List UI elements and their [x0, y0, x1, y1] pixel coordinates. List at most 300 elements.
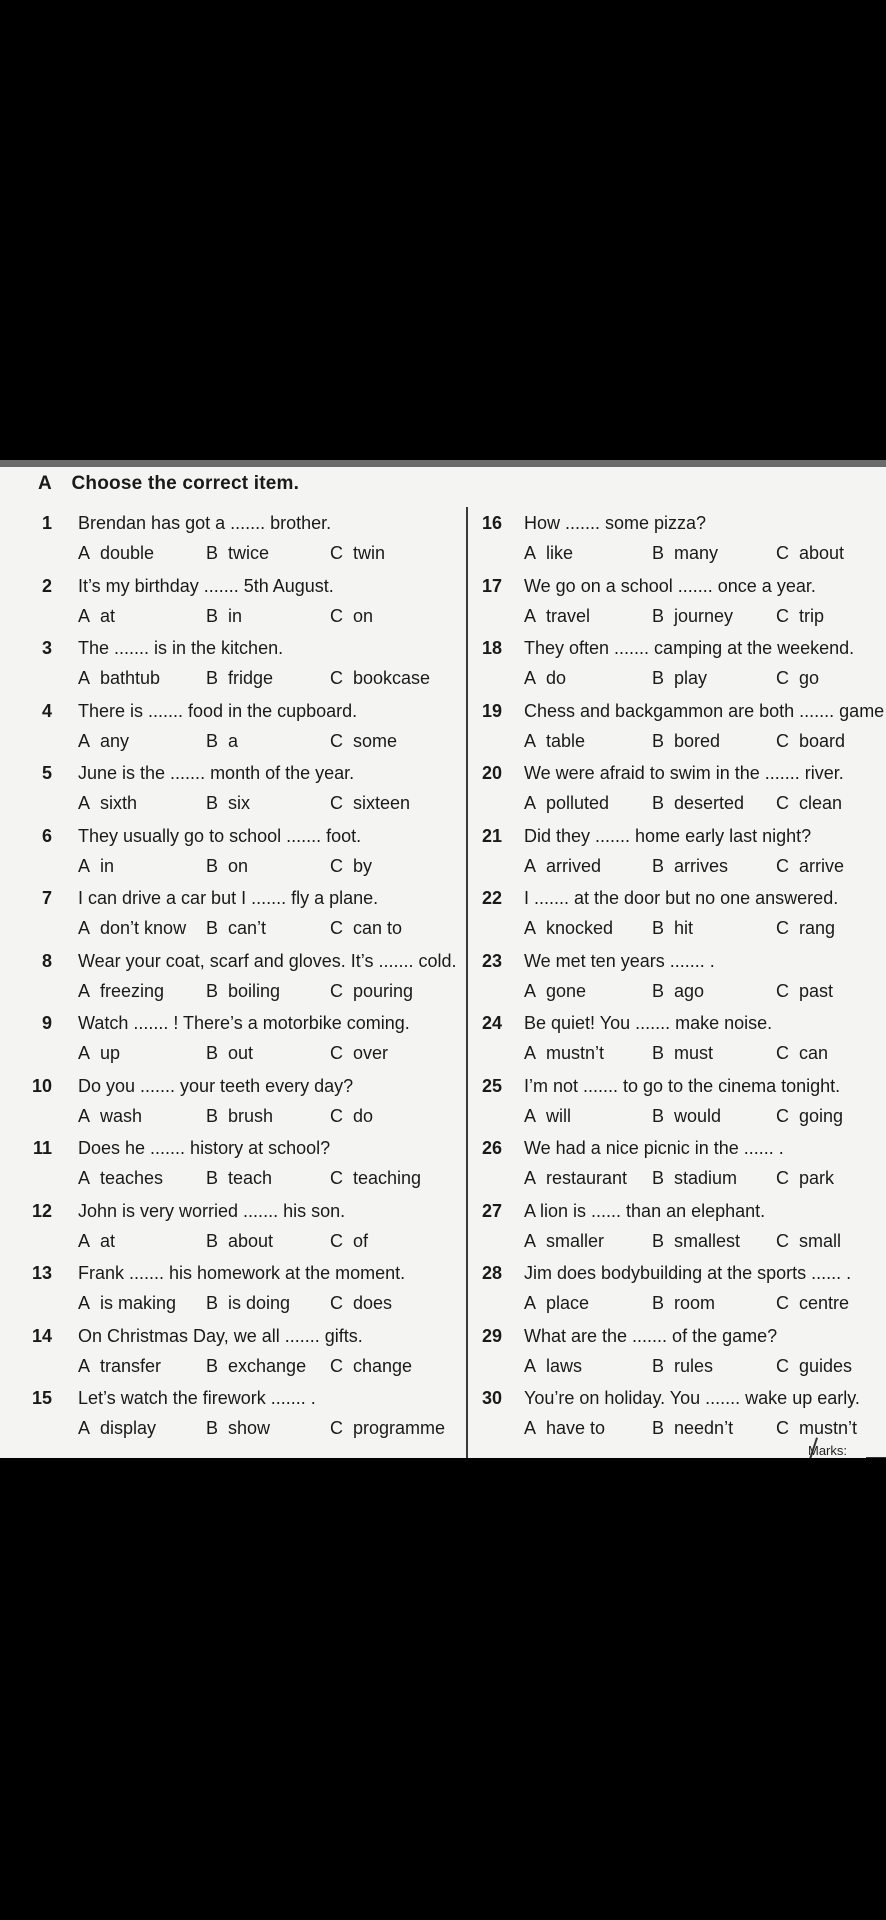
question-number: 12	[31, 1200, 52, 1221]
question-text: We met ten years ....... .	[524, 950, 715, 971]
option-text: bored	[674, 730, 721, 751]
question-item	[0, 759, 466, 822]
question-text: What are the ....... of the game?	[524, 1325, 778, 1346]
option-letter: A	[524, 855, 537, 876]
option-b[interactable]	[206, 1168, 272, 1189]
option-text: some	[353, 730, 398, 751]
question-text: Watch ....... ! There’s a motorbike coming.	[78, 1013, 410, 1033]
option-b[interactable]	[206, 606, 242, 627]
option-letter: B	[652, 1043, 665, 1063]
option-a[interactable]	[78, 668, 160, 689]
question-number: 8	[41, 950, 52, 971]
question-text: I can drive a car but I ....... fly a plane.	[78, 888, 379, 908]
option-text: transfer	[100, 1355, 162, 1376]
option-b[interactable]	[206, 1231, 273, 1252]
question-item	[470, 572, 886, 635]
option-c[interactable]	[776, 543, 844, 564]
option-text: many	[674, 543, 719, 563]
option-text: can to	[353, 918, 403, 938]
option-b[interactable]	[652, 1231, 740, 1252]
option-text: gone	[546, 980, 587, 1001]
question-number: 15	[31, 1388, 52, 1408]
option-text: can’t	[228, 918, 267, 938]
option-b[interactable]	[206, 918, 266, 939]
option-text: mustn’t	[546, 1043, 605, 1063]
question-text: We had a nice picnic in the ...... .	[524, 1138, 784, 1158]
option-text: freezing	[100, 980, 165, 1001]
option-text: twice	[228, 543, 270, 563]
question-text: Did they ....... home early last night?	[524, 825, 812, 846]
option-b[interactable]	[652, 1418, 733, 1439]
option-letter: C	[776, 918, 789, 938]
question-text: Wear your coat, scarf and gloves. It’s ....... cold.	[78, 950, 457, 971]
option-letter: C	[776, 1418, 789, 1438]
option-c[interactable]	[776, 1043, 828, 1064]
option-c[interactable]	[776, 1106, 843, 1127]
option-letter: C	[330, 543, 343, 563]
option-b[interactable]	[206, 793, 250, 814]
option-letter: A	[78, 918, 91, 938]
option-c[interactable]	[330, 1418, 445, 1439]
exercise-heading	[38, 473, 299, 495]
question-item	[0, 697, 466, 760]
option-letter: C	[330, 1355, 343, 1376]
option-b[interactable]	[652, 1293, 715, 1314]
option-b[interactable]	[652, 981, 704, 1002]
option-letter: B	[206, 1230, 219, 1251]
option-letter: A	[78, 980, 91, 1001]
option-c[interactable]	[776, 1293, 849, 1314]
question-item	[0, 947, 466, 1010]
exercise-letter: A	[38, 473, 52, 494]
question-number: 20	[481, 763, 502, 783]
option-letter: B	[206, 1168, 219, 1188]
question-text: John is very worried ....... his son.	[78, 1200, 346, 1221]
question-text: They usually go to school ....... foot.	[78, 825, 362, 846]
question-item	[470, 1009, 886, 1072]
option-a[interactable]	[524, 606, 590, 627]
question-number: 7	[41, 888, 52, 908]
option-a[interactable]	[78, 981, 164, 1002]
option-b[interactable]	[652, 606, 733, 627]
option-text: wash	[100, 1105, 143, 1126]
option-a[interactable]	[78, 1106, 142, 1127]
question-number: 22	[481, 888, 502, 908]
option-b[interactable]	[652, 918, 693, 939]
option-letter: A	[78, 1418, 91, 1438]
option-c[interactable]	[776, 606, 824, 627]
option-text: display	[100, 1418, 157, 1438]
option-b[interactable]	[206, 731, 238, 752]
option-text: hit	[674, 918, 694, 938]
option-text: any	[100, 730, 130, 751]
option-text: sixteen	[353, 793, 411, 813]
question-item	[470, 822, 886, 885]
option-letter: B	[652, 605, 665, 626]
question-item	[470, 634, 886, 697]
option-a[interactable]	[524, 1106, 571, 1127]
question-item	[470, 759, 886, 822]
option-text: board	[799, 730, 846, 751]
option-c[interactable]	[776, 981, 833, 1002]
option-letter: B	[652, 543, 665, 563]
question-number: 14	[31, 1325, 52, 1346]
option-letter: A	[78, 855, 91, 876]
option-text: is doing	[228, 1293, 291, 1313]
option-letter: A	[524, 605, 537, 626]
option-a[interactable]	[524, 1418, 605, 1439]
option-b[interactable]	[206, 543, 269, 564]
option-a[interactable]	[78, 793, 137, 814]
option-letter: B	[206, 855, 219, 876]
option-letter: C	[776, 1230, 789, 1251]
question-text: We go on a school ....... once a year.	[524, 575, 816, 596]
option-letter: C	[330, 855, 343, 876]
option-text: rang	[799, 918, 836, 938]
option-a[interactable]	[78, 856, 114, 877]
option-text: smaller	[546, 1230, 605, 1251]
question-text: You’re on holiday. You ....... wake up early.	[524, 1388, 860, 1408]
option-a[interactable]	[78, 606, 115, 627]
option-a[interactable]	[78, 1418, 156, 1439]
option-c[interactable]	[330, 1356, 412, 1377]
option-text: clean	[799, 793, 843, 813]
option-b[interactable]	[652, 793, 744, 814]
question-item	[0, 509, 466, 572]
option-text: stadium	[674, 1168, 738, 1188]
option-c[interactable]	[330, 793, 410, 814]
option-letter: C	[776, 980, 789, 1001]
question-number: 11	[32, 1138, 52, 1158]
option-a[interactable]	[78, 918, 186, 939]
option-text: up	[100, 1043, 121, 1063]
option-b[interactable]	[206, 1043, 253, 1064]
question-number: 16	[481, 513, 502, 533]
question-number: 23	[481, 950, 502, 971]
option-text: mustn’t	[799, 1418, 858, 1438]
option-b[interactable]	[206, 1356, 306, 1377]
option-text: do	[546, 668, 567, 688]
option-letter: A	[524, 1043, 537, 1063]
question-text: Jim does bodybuilding at the sports ...... .	[524, 1263, 852, 1283]
option-a[interactable]	[78, 1043, 120, 1064]
option-text: arrived	[546, 855, 602, 876]
option-letter: C	[776, 730, 789, 751]
option-text: going	[799, 1105, 844, 1126]
option-letter: A	[524, 1293, 537, 1313]
option-c[interactable]	[330, 1293, 392, 1314]
question-item	[0, 572, 466, 635]
question-text: I’m not ....... to go to the cinema tonight.	[524, 1075, 841, 1096]
option-text: sixth	[100, 793, 138, 813]
option-letter: A	[524, 1105, 537, 1126]
question-text: It’s my birthday ....... 5th August.	[78, 575, 334, 596]
option-text: bathtub	[100, 668, 161, 688]
option-a[interactable]	[78, 731, 129, 752]
option-b[interactable]	[652, 1043, 713, 1064]
question-item	[0, 822, 466, 885]
option-text: park	[799, 1168, 835, 1188]
option-text: deserted	[674, 793, 745, 813]
option-c[interactable]	[330, 731, 397, 752]
question-item	[0, 1384, 466, 1447]
option-text: must	[674, 1043, 714, 1063]
option-a[interactable]	[524, 731, 585, 752]
option-letter: B	[652, 668, 665, 688]
option-text: past	[799, 980, 834, 1001]
option-text: polluted	[546, 793, 610, 813]
option-c[interactable]	[776, 1168, 834, 1189]
option-text: place	[546, 1293, 590, 1313]
option-c[interactable]	[776, 1418, 857, 1439]
option-letter: C	[776, 543, 789, 563]
option-letter: B	[652, 855, 665, 876]
option-b[interactable]	[652, 668, 707, 689]
option-c[interactable]	[330, 1106, 373, 1127]
option-a[interactable]	[524, 793, 609, 814]
option-c[interactable]	[776, 856, 844, 877]
option-a[interactable]	[524, 1043, 604, 1064]
option-c[interactable]	[330, 1231, 368, 1252]
option-text: like	[546, 543, 574, 563]
option-a[interactable]	[524, 1231, 604, 1252]
question-text: There is ....... food in the cupboard.	[78, 700, 358, 721]
question-text: Frank ....... his homework at the moment.	[78, 1263, 406, 1283]
option-text: laws	[546, 1355, 583, 1376]
option-text: go	[799, 668, 820, 688]
question-item	[0, 884, 466, 947]
option-text: do	[353, 1105, 374, 1126]
option-c[interactable]	[776, 731, 845, 752]
option-a[interactable]	[524, 1356, 582, 1377]
option-letter: A	[524, 668, 537, 688]
option-letter: C	[776, 1043, 789, 1063]
option-b[interactable]	[206, 1418, 270, 1439]
option-text: on	[353, 605, 374, 626]
option-b[interactable]	[652, 1106, 721, 1127]
option-letter: B	[652, 1105, 665, 1126]
option-c[interactable]	[330, 606, 373, 627]
option-text: twin	[353, 543, 386, 563]
question-number: 30	[481, 1388, 502, 1408]
option-c[interactable]	[330, 543, 385, 564]
option-b[interactable]	[206, 1106, 273, 1127]
option-text: teaching	[353, 1168, 422, 1188]
option-text: small	[799, 1230, 842, 1251]
option-text: teach	[228, 1168, 273, 1188]
option-text: out	[228, 1043, 254, 1063]
option-text: don’t know	[100, 918, 187, 938]
question-text: On Christmas Day, we all ....... gifts.	[78, 1325, 363, 1346]
option-text: arrive	[799, 855, 845, 876]
option-c[interactable]	[330, 1168, 421, 1189]
option-a[interactable]	[78, 1168, 163, 1189]
question-number: 1	[41, 513, 52, 533]
option-c[interactable]	[330, 918, 402, 939]
option-letter: A	[524, 1418, 537, 1438]
option-a[interactable]	[524, 1293, 589, 1314]
option-letter: C	[776, 1105, 789, 1126]
option-text: room	[674, 1293, 716, 1313]
option-letter: C	[776, 668, 789, 688]
option-c[interactable]	[330, 1043, 388, 1064]
question-number: 28	[481, 1263, 502, 1283]
option-a[interactable]	[524, 543, 573, 564]
question-number: 13	[31, 1263, 52, 1283]
question-item	[470, 1322, 886, 1385]
option-a[interactable]	[524, 668, 566, 689]
option-b[interactable]	[652, 1168, 737, 1189]
option-letter: A	[524, 980, 537, 1001]
option-letter: A	[78, 793, 91, 813]
question-number: 27	[481, 1200, 502, 1221]
question-text: Chess and backgammon are both ....... game	[524, 700, 885, 721]
option-letter: C	[330, 918, 343, 938]
option-a[interactable]	[78, 1356, 161, 1377]
option-text: change	[353, 1355, 413, 1376]
option-text: arrives	[674, 855, 729, 876]
question-item	[0, 1009, 466, 1072]
option-b[interactable]	[206, 1293, 290, 1314]
option-c[interactable]	[776, 918, 835, 939]
question-item	[0, 1072, 466, 1135]
option-c[interactable]	[330, 668, 430, 689]
option-text: would	[674, 1105, 722, 1126]
option-a[interactable]	[78, 1293, 176, 1314]
option-letter: C	[330, 1043, 343, 1063]
option-b[interactable]	[206, 981, 280, 1002]
question-text: They often ....... camping at the weekend.	[524, 638, 855, 658]
option-text: centre	[799, 1293, 850, 1313]
option-letter: A	[78, 543, 91, 563]
option-b[interactable]	[652, 543, 718, 564]
option-letter: C	[776, 605, 789, 626]
option-text: pouring	[353, 980, 414, 1001]
option-c[interactable]	[776, 1356, 852, 1377]
question-item	[470, 884, 886, 947]
option-letter: A	[78, 1105, 91, 1126]
question-text: Does he ....... history at school?	[78, 1138, 331, 1158]
option-letter: B	[206, 793, 219, 813]
option-letter: C	[330, 605, 343, 626]
question-item	[470, 947, 886, 1010]
option-letter: A	[524, 793, 537, 813]
option-letter: B	[652, 1355, 665, 1376]
option-a[interactable]	[524, 981, 586, 1002]
option-letter: B	[206, 980, 219, 1001]
option-letter: A	[78, 1293, 91, 1313]
option-letter: C	[330, 730, 343, 751]
option-text: play	[674, 668, 708, 688]
question-text: Brendan has got a ....... brother.	[78, 513, 332, 533]
option-text: will	[546, 1105, 572, 1126]
option-b[interactable]	[652, 1356, 713, 1377]
option-text: needn’t	[674, 1418, 734, 1438]
question-number: 29	[481, 1325, 502, 1346]
option-c[interactable]	[330, 981, 413, 1002]
option-c[interactable]	[776, 668, 819, 689]
option-text: brush	[228, 1105, 274, 1126]
option-a[interactable]	[524, 918, 613, 939]
option-letter: A	[78, 605, 91, 626]
option-text: teaches	[100, 1168, 164, 1188]
question-text: Do you ....... your teeth every day?	[78, 1075, 354, 1096]
option-letter: C	[330, 793, 343, 813]
option-text: exchange	[228, 1355, 307, 1376]
option-text: trip	[799, 605, 825, 626]
option-b[interactable]	[652, 731, 720, 752]
option-a[interactable]	[78, 543, 154, 564]
option-letter: B	[652, 918, 665, 938]
option-b[interactable]	[206, 856, 248, 877]
question-number: 25	[481, 1075, 502, 1096]
option-text: over	[353, 1043, 389, 1063]
question-text: A lion is ...... than an elephant.	[524, 1200, 766, 1221]
question-item	[0, 1322, 466, 1385]
option-a[interactable]	[524, 856, 601, 877]
question-item	[470, 697, 886, 760]
option-text: show	[228, 1418, 271, 1438]
option-letter: B	[652, 1230, 665, 1251]
option-text: does	[353, 1293, 393, 1313]
question-item	[0, 1134, 466, 1197]
option-text: programme	[353, 1418, 446, 1438]
option-letter: B	[206, 1293, 219, 1313]
option-a[interactable]	[524, 1168, 627, 1189]
question-item	[470, 1072, 886, 1135]
option-c[interactable]	[776, 793, 842, 814]
question-number: 2	[41, 575, 52, 596]
option-letter: C	[776, 793, 789, 813]
marks-blank	[866, 1457, 886, 1458]
option-letter: A	[524, 1230, 537, 1251]
option-c[interactable]	[776, 1231, 841, 1252]
option-text: of	[353, 1230, 369, 1251]
option-c[interactable]	[330, 856, 372, 877]
option-text: travel	[546, 605, 591, 626]
question-number: 17	[481, 575, 502, 596]
question-item	[470, 509, 886, 572]
option-text: smallest	[674, 1230, 741, 1251]
option-b[interactable]	[652, 856, 728, 877]
questions-column-right	[470, 509, 886, 1447]
option-text: journey	[674, 605, 734, 626]
option-letter: B	[652, 1293, 665, 1313]
option-letter: C	[330, 668, 343, 688]
question-text: How ....... some pizza?	[524, 513, 707, 533]
option-text: rules	[674, 1355, 714, 1376]
option-b[interactable]	[206, 668, 273, 689]
option-letter: A	[78, 668, 91, 688]
option-letter: C	[330, 1168, 343, 1188]
option-letter: B	[206, 1105, 219, 1126]
question-text: Be quiet! You ....... make noise.	[524, 1013, 773, 1033]
option-letter: B	[206, 918, 219, 938]
option-letter: B	[652, 730, 665, 751]
option-letter: A	[78, 730, 91, 751]
option-text: about	[799, 543, 845, 563]
question-number: 4	[41, 700, 52, 721]
option-text: fridge	[228, 668, 274, 688]
question-item	[0, 1197, 466, 1260]
option-letter: A	[524, 918, 537, 938]
option-letter: A	[524, 543, 537, 563]
option-a[interactable]	[78, 1231, 115, 1252]
option-letter: A	[524, 1168, 537, 1188]
column-divider	[466, 507, 468, 1458]
option-letter: B	[206, 543, 219, 563]
question-text: I ....... at the door but no one answered.	[524, 888, 839, 908]
